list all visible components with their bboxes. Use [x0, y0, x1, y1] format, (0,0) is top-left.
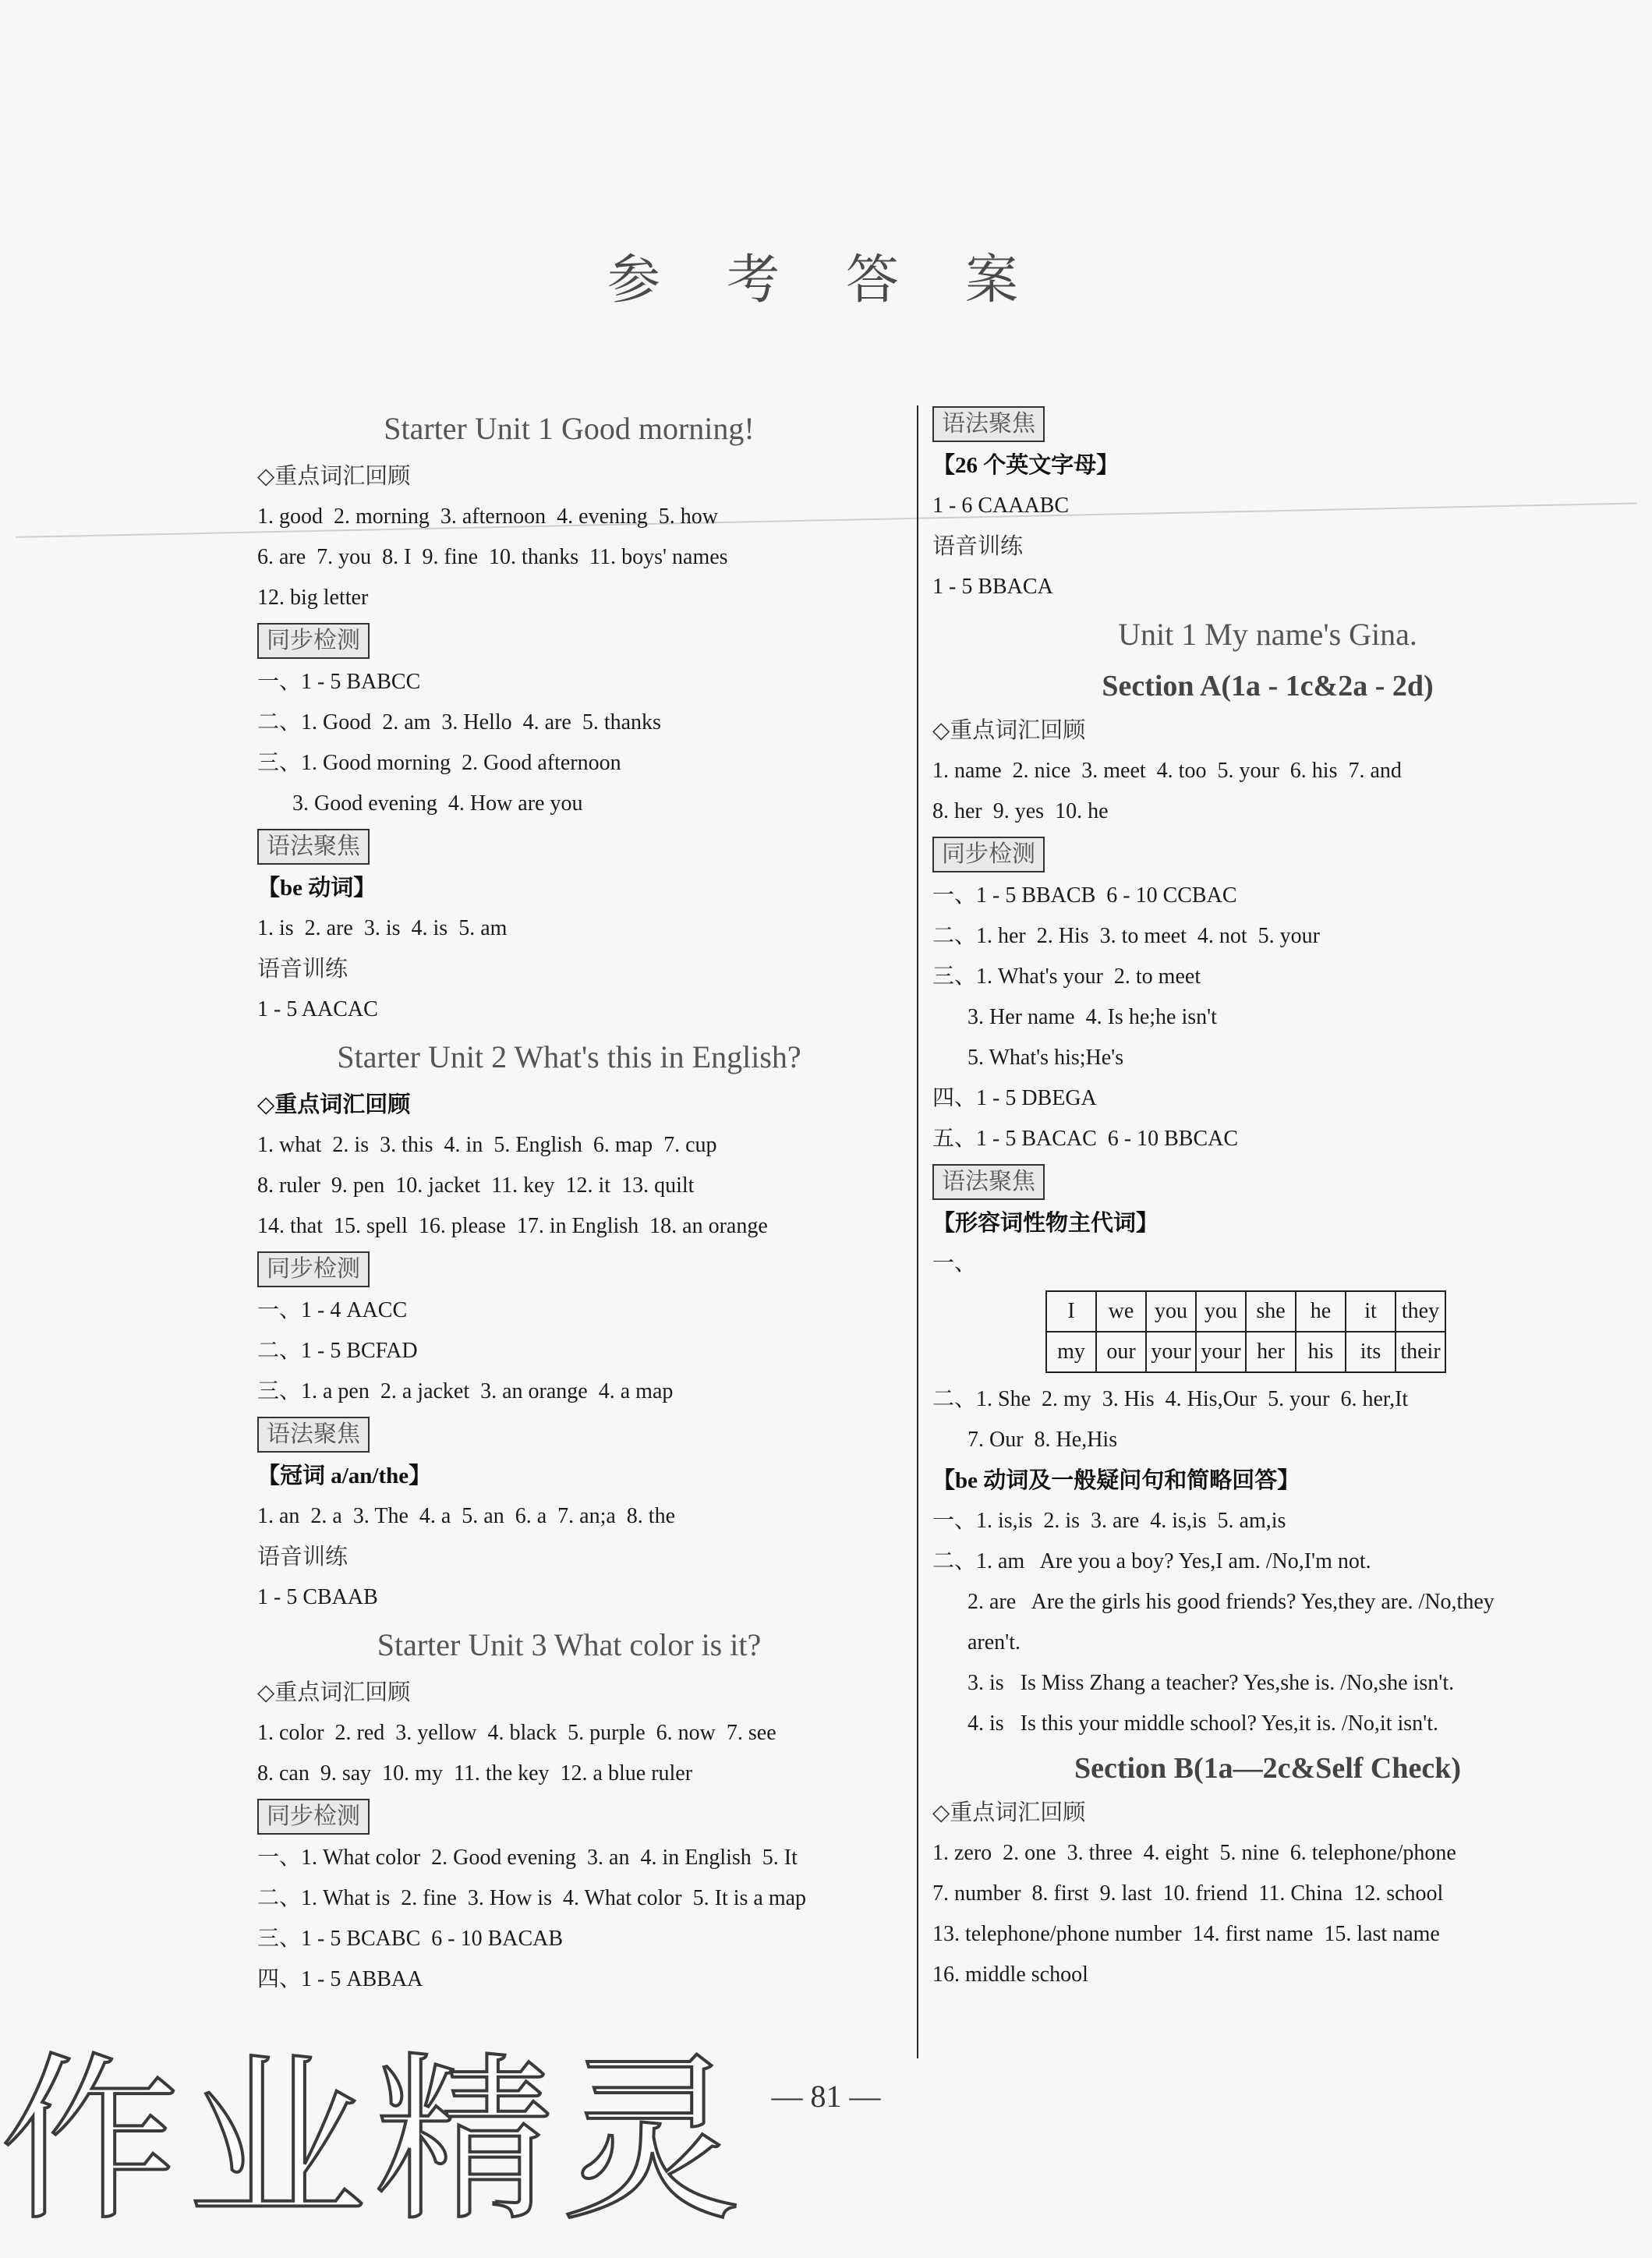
pronunciation-label: 语音训练 — [257, 957, 348, 982]
answer-line: 二、1. What is 2. fine 3. How is 4. What color 5. It is a map — [257, 1886, 807, 1910]
answer-line: 一、1 - 5 BBACB 6 - 10 CCBAC — [932, 883, 1237, 908]
sync-check-label: 同步检测 — [932, 837, 1045, 872]
table-cell: you — [1196, 1291, 1246, 1332]
grammar-subhead: 【26 个英文字母】 — [932, 453, 1120, 478]
table-cell: it — [1346, 1291, 1396, 1332]
unit-title: Starter Unit 3 What color is it? — [377, 1627, 762, 1662]
unit-title: Unit 1 My name's Gina. — [1118, 617, 1417, 652]
answer-line: 3. Good evening 4. How are you — [292, 791, 583, 816]
sync-check-label: 同步检测 — [257, 623, 370, 659]
table-cell: my — [1046, 1332, 1096, 1372]
vocab-label: ◇重点词汇回顾 — [932, 718, 1086, 743]
table-cell: your — [1146, 1332, 1196, 1372]
table-cell: I — [1046, 1291, 1096, 1332]
vocab-label: ◇重点词汇回顾 — [257, 1680, 411, 1705]
table-cell: your — [1196, 1332, 1246, 1372]
answer-line: 12. big letter — [257, 586, 369, 610]
answer-line: 5. What's his;He's — [967, 1046, 1124, 1070]
grammar-subhead: 【冠词 a/an/the】 — [257, 1463, 432, 1488]
answer-line: 四、1 - 5 DBEGA — [932, 1086, 1097, 1110]
unit-title: Starter Unit 1 Good morning! — [384, 411, 755, 446]
table-cell: you — [1146, 1291, 1196, 1332]
sync-check-label: 同步检测 — [257, 1251, 370, 1287]
grammar-subhead: 【be 动词】 — [257, 876, 377, 901]
answer-line: 1. color 2. red 3. yellow 4. black 5. purple 6. now 7. see — [257, 1721, 776, 1745]
answer-line: 1. an 2. a 3. The 4. a 5. an 6. a 7. an;a 8. the — [257, 1504, 676, 1528]
table-cell: we — [1096, 1291, 1146, 1332]
watermark-logo: 作业精灵 — [0, 2037, 749, 2246]
table-row — [1046, 1332, 1445, 1372]
answer-line: aren't. — [967, 1630, 1021, 1655]
answer-line: 13. telephone/phone number 14. first name 15. last name — [932, 1922, 1440, 1946]
answer-line: 一、1. What color 2. Good evening 3. an 4. in English 5. It — [257, 1846, 798, 1870]
left-column — [257, 402, 904, 2000]
table-cell: they — [1396, 1291, 1445, 1332]
table-cell: his — [1296, 1332, 1346, 1372]
answer-line: 3. Her name 4. Is he;he isn't — [967, 1005, 1217, 1029]
vocab-label: ◇重点词汇回顾 — [257, 464, 411, 489]
sync-check-label: 同步检测 — [257, 1799, 370, 1835]
pronunciation-label: 语音训练 — [257, 1545, 348, 1570]
pronunciation-label: 语音训练 — [932, 534, 1024, 559]
answer-line: 五、1 - 5 BACAC 6 - 10 BBCAC — [932, 1127, 1239, 1151]
answer-line: 1. zero 2. one 3. three 4. eight 5. nine 6. telephone/phone — [932, 1841, 1456, 1865]
answer-line: 8. ruler 9. pen 10. jacket 11. key 12. it 13. quilt — [257, 1173, 695, 1198]
answer-line: 三、1. a pen 2. a jacket 3. an orange 4. a map — [257, 1379, 674, 1403]
section-title: Section B(1a—2c&Self Check) — [1074, 1752, 1462, 1785]
answer-line: 6. are 7. you 8. I 9. fine 10. thanks 11. boys' names — [257, 545, 728, 569]
grammar-subhead: 【形容词性物主代词】 — [932, 1211, 1159, 1236]
page-title: 参 考 答 案 — [607, 250, 1045, 310]
answer-line: 1. is 2. are 3. is 4. is 5. am — [257, 916, 508, 940]
answer-line: 8. can 9. say 10. my 11. the key 12. a blue ruler — [257, 1761, 693, 1786]
answer-line: 一、 — [932, 1251, 977, 1276]
answer-line: 1. what 2. is 3. this 4. in 5. English 6. map 7. cup — [257, 1133, 717, 1157]
column-divider — [917, 405, 918, 2058]
table-cell: her — [1246, 1332, 1296, 1372]
answer-line: 四、1 - 5 ABBAA — [257, 1967, 423, 1991]
page-number: — 81 — — [771, 2079, 881, 2114]
answer-line: 1. good 2. morning 3. afternoon 4. evening 5. how — [257, 504, 719, 529]
grammar-label: 语法聚焦 — [932, 1164, 1045, 1200]
table-row — [1046, 1291, 1445, 1332]
answer-line: 三、1. Good morning 2. Good afternoon — [257, 751, 621, 775]
answer-line: 2. are Are the girls his good friends? Yes,they are. /No,they — [967, 1590, 1495, 1614]
table-cell: our — [1096, 1332, 1146, 1372]
answer-line: 三、1 - 5 BCABC 6 - 10 BACAB — [257, 1927, 564, 1951]
answer-line: 14. that 15. spell 16. please 17. in English 18. an orange — [257, 1214, 768, 1238]
answer-line: 二、1. Good 2. am 3. Hello 4. are 5. thanks — [257, 710, 661, 734]
answer-line: 1 - 5 CBAAB — [257, 1585, 378, 1609]
grammar-label: 语法聚焦 — [257, 1417, 370, 1453]
answer-line: 1 - 5 AACAC — [257, 997, 378, 1021]
table-cell: its — [1346, 1332, 1396, 1372]
unit-title: Starter Unit 2 What's this in English? — [337, 1039, 801, 1074]
answer-line: 三、1. What's your 2. to meet — [932, 964, 1201, 989]
grammar-label: 语法聚焦 — [932, 406, 1045, 442]
answer-line: 1 - 6 CAAABC — [932, 494, 1070, 518]
answer-line: 1. name 2. nice 3. meet 4. too 5. your 6. his 7. and — [932, 759, 1402, 783]
answer-line: 3. is Is Miss Zhang a teacher? Yes,she is. /No,she isn't. — [967, 1671, 1455, 1695]
answer-line: 二、1 - 5 BCFAD — [257, 1339, 418, 1363]
table-cell: she — [1246, 1291, 1296, 1332]
section-title: Section A(1a - 1c&2a - 2d) — [1102, 670, 1434, 703]
table-cell: their — [1396, 1332, 1445, 1372]
answer-line: 一、1. is,is 2. is 3. are 4. is,is 5. am,is — [932, 1509, 1286, 1533]
answer-line: 二、1. am Are you a boy? Yes,I am. /No,I'm not. — [932, 1549, 1371, 1573]
answer-line: 二、1. her 2. His 3. to meet 4. not 5. your — [932, 924, 1320, 948]
answer-line: 8. her 9. yes 10. he — [932, 799, 1109, 823]
table-cell: he — [1296, 1291, 1346, 1332]
pronoun-table — [1045, 1290, 1446, 1373]
answer-line: 二、1. She 2. my 3. His 4. His,Our 5. your 6. her,It — [932, 1387, 1409, 1411]
answer-line: 7. number 8. first 9. last 10. friend 11. China 12. school — [932, 1881, 1444, 1906]
answer-line: 7. Our 8. He,His — [967, 1428, 1118, 1452]
right-column — [932, 402, 1603, 1995]
answer-line: 16. middle school — [932, 1962, 1088, 1987]
grammar-subhead: 【be 动词及一般疑问句和简略回答】 — [932, 1468, 1300, 1493]
answer-line: 一、1 - 4 AACC — [257, 1298, 408, 1322]
vocab-label: ◇重点词汇回顾 — [932, 1800, 1086, 1825]
vocab-label: ◇重点词汇回顾 — [257, 1092, 411, 1117]
answer-line: 一、1 - 5 BABCC — [257, 670, 421, 694]
grammar-label: 语法聚焦 — [257, 829, 370, 865]
answer-line: 4. is Is this your middle school? Yes,it is. /No,it isn't. — [967, 1711, 1438, 1736]
answer-line: 1 - 5 BBACA — [932, 575, 1053, 599]
